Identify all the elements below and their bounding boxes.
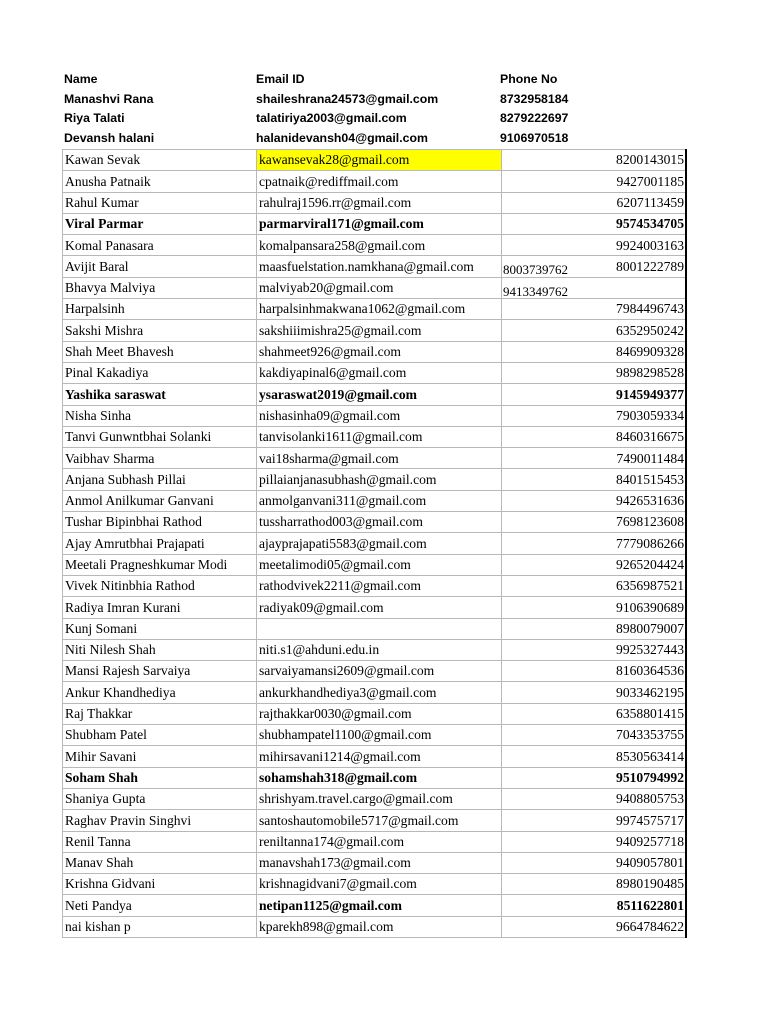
email-cell[interactable]: reniltanna174@gmail.com xyxy=(257,831,502,852)
phone-value: 8511622801 xyxy=(616,897,684,913)
email-cell[interactable]: shubhampatel1100@gmail.com xyxy=(257,725,502,746)
email-cell[interactable]: krishnagidvani7@gmail.com xyxy=(257,874,502,895)
email-cell[interactable]: kakdiyapinal6@gmail.com xyxy=(257,362,502,383)
name-cell[interactable]: Niti Nilesh Shah xyxy=(63,639,257,660)
name-cell[interactable]: Raj Thakkar xyxy=(63,703,257,724)
email-cell: shaileshrana24573@gmail.com xyxy=(256,91,439,106)
email-cell[interactable]: pillaianjanasubhash@gmail.com xyxy=(257,469,502,490)
phone-cell[interactable] xyxy=(502,213,687,234)
phone-cell[interactable] xyxy=(502,235,687,256)
phone-value: 9924003163 xyxy=(616,237,684,253)
phone-value: 6352950242 xyxy=(616,322,684,338)
table-row xyxy=(63,256,687,277)
name-cell[interactable]: Tanvi Gunwntbhai Solanki xyxy=(63,426,257,447)
name-cell[interactable]: Avijit Baral xyxy=(63,256,257,277)
name-cell[interactable]: Soham Shah xyxy=(63,767,257,788)
name-cell[interactable]: Rahul Kumar xyxy=(63,192,257,213)
table-row xyxy=(63,235,687,256)
phone-value: 9427001185 xyxy=(616,173,684,189)
table-row xyxy=(63,277,687,298)
name-cell[interactable]: Manav Shah xyxy=(63,852,257,873)
table-row xyxy=(63,213,687,234)
phone-cell[interactable] xyxy=(502,895,687,916)
table-row xyxy=(63,384,687,405)
name-cell[interactable]: Neti Pandya xyxy=(63,895,257,916)
table-row xyxy=(63,533,687,554)
phone-cell[interactable] xyxy=(502,469,687,490)
name-cell[interactable]: Ankur Khandhediya xyxy=(63,682,257,703)
email-cell[interactable]: shahmeet926@gmail.com xyxy=(257,341,502,362)
email-cell[interactable]: radiyak09@gmail.com xyxy=(257,597,502,618)
email-cell[interactable]: cpatnaik@rediffmail.com xyxy=(257,171,502,192)
name-cell[interactable]: Anmol Anilkumar Ganvani xyxy=(63,490,257,511)
name-cell[interactable]: Mihir Savani xyxy=(63,746,257,767)
email-cell: halanidevansh04@gmail.com xyxy=(256,130,428,145)
name-cell[interactable]: Vaibhav Sharma xyxy=(63,448,257,469)
name-cell[interactable]: Shubham Patel xyxy=(63,725,257,746)
phone-value: 7903059334 xyxy=(616,407,684,423)
phone-value: 8160364536 xyxy=(616,663,684,679)
header-entry-row xyxy=(63,89,683,109)
email-cell[interactable]: shrishyam.travel.cargo@gmail.com xyxy=(257,788,502,809)
table-row xyxy=(63,554,687,575)
name-cell: Devansh halani xyxy=(64,130,155,145)
column-header-name: Name xyxy=(64,72,98,86)
name-cell[interactable]: Viral Parmar xyxy=(63,213,257,234)
email-cell[interactable]: mihirsavani1214@gmail.com xyxy=(257,746,502,767)
phone-cell[interactable] xyxy=(502,405,687,426)
name-cell[interactable]: nai kishan p xyxy=(63,916,257,937)
table-row xyxy=(63,405,687,426)
header-entry-row xyxy=(63,108,683,128)
phone-value: 9574534705 xyxy=(616,216,684,232)
table-row xyxy=(63,192,687,213)
table-row xyxy=(63,895,687,916)
email-cell[interactable]: rathodvivek2211@gmail.com xyxy=(257,575,502,596)
table-row xyxy=(63,746,687,767)
email-cell[interactable]: ysaraswat2019@gmail.com xyxy=(257,384,502,405)
phone-value: 9664784622 xyxy=(616,919,684,935)
phone-cell: 8279222697 xyxy=(500,111,569,125)
name-cell[interactable]: Shah Meet Bhavesh xyxy=(63,341,257,362)
email-cell[interactable]: parmarviral171@gmail.com xyxy=(257,213,502,234)
email-cell[interactable]: rajthakkar0030@gmail.com xyxy=(257,703,502,724)
phone-cell[interactable] xyxy=(502,554,687,575)
phone-cell[interactable] xyxy=(502,426,687,447)
table-row xyxy=(63,448,687,469)
column-header-phone: Phone No xyxy=(500,72,558,86)
phone-cell[interactable] xyxy=(502,362,687,383)
phone-cell[interactable] xyxy=(502,384,687,405)
phone-cell[interactable] xyxy=(502,448,687,469)
name-cell[interactable]: Kunj Somani xyxy=(63,618,257,639)
phone-value: 7043353755 xyxy=(616,727,684,743)
email-cell[interactable]: sakshiiimishra25@gmail.com xyxy=(257,320,502,341)
secondary-phone: 8003739762 xyxy=(503,262,568,278)
phone-value: 9974575717 xyxy=(616,812,684,828)
phone-cell[interactable] xyxy=(502,746,687,767)
phone-value: 9106390689 xyxy=(616,599,684,615)
phone-value: 6207113459 xyxy=(616,194,684,210)
email-cell[interactable]: meetalimodi05@gmail.com xyxy=(257,554,502,575)
phone-cell[interactable] xyxy=(502,767,687,788)
name-cell[interactable]: Meetali Pragneshkumar Modi xyxy=(63,554,257,575)
phone-value: 7490011484 xyxy=(616,450,684,466)
phone-cell[interactable] xyxy=(502,575,687,596)
phone-cell[interactable] xyxy=(502,299,687,320)
table-row xyxy=(63,661,687,682)
table-row xyxy=(63,341,687,362)
email-cell[interactable]: manavshah173@gmail.com xyxy=(257,852,502,873)
email-cell[interactable]: komalpansara258@gmail.com xyxy=(257,235,502,256)
email-cell[interactable]: tussharrathod003@gmail.com xyxy=(257,512,502,533)
name-cell[interactable]: Harpalsinh xyxy=(63,299,257,320)
phone-value: 7779086266 xyxy=(616,535,684,551)
email-cell[interactable]: sohamshah318@gmail.com xyxy=(257,767,502,788)
phone-cell[interactable] xyxy=(502,874,687,895)
secondary-phone: 9413349762 xyxy=(503,283,568,299)
phone-value: 8460316675 xyxy=(616,429,684,445)
phone-cell[interactable] xyxy=(502,661,687,682)
name-cell[interactable]: Tushar Bipinbhai Rathod xyxy=(63,512,257,533)
table-row xyxy=(63,299,687,320)
name-cell[interactable]: Bhavya Malviya xyxy=(63,277,257,298)
table-row xyxy=(63,469,687,490)
header-row xyxy=(63,69,683,89)
name-cell[interactable]: Shaniya Gupta xyxy=(63,788,257,809)
header-entry-row xyxy=(63,128,683,148)
table-row xyxy=(63,874,687,895)
phone-cell[interactable] xyxy=(502,703,687,724)
contacts-table-body xyxy=(63,150,687,938)
name-cell[interactable]: Sakshi Mishra xyxy=(63,320,257,341)
phone-cell[interactable] xyxy=(502,618,687,639)
phone-cell[interactable] xyxy=(502,277,687,298)
email-cell[interactable]: rahulraj1596.rr@gmail.com xyxy=(257,192,502,213)
table-row xyxy=(63,362,687,383)
phone-value: 7984496743 xyxy=(616,301,684,317)
phone-cell[interactable] xyxy=(502,256,687,277)
phone-cell[interactable] xyxy=(502,916,687,937)
phone-value: 8200143015 xyxy=(616,152,684,168)
phone-value: 8469909328 xyxy=(616,344,684,360)
phone-value: 9265204424 xyxy=(616,556,684,572)
table-row xyxy=(63,512,687,533)
phone-cell[interactable] xyxy=(502,150,687,171)
table-row xyxy=(63,725,687,746)
phone-cell[interactable] xyxy=(502,512,687,533)
header-block xyxy=(63,69,683,147)
table-row xyxy=(63,171,687,192)
phone-cell[interactable] xyxy=(502,490,687,511)
name-cell[interactable]: Yashika saraswat xyxy=(63,384,257,405)
phone-value: 8530563414 xyxy=(616,748,684,764)
table-row xyxy=(63,788,687,809)
phone-value: 9510794992 xyxy=(616,769,684,785)
phone-value: 9145949377 xyxy=(616,386,684,402)
table-row xyxy=(63,490,687,511)
email-cell[interactable]: kparekh898@gmail.com xyxy=(257,916,502,937)
table-row xyxy=(63,682,687,703)
table-row xyxy=(63,852,687,873)
name-cell: Riya Talati xyxy=(64,111,125,125)
table-row xyxy=(63,320,687,341)
email-cell[interactable]: niti.s1@ahduni.edu.in xyxy=(257,639,502,660)
phone-cell[interactable] xyxy=(502,725,687,746)
phone-cell[interactable] xyxy=(502,831,687,852)
email-cell[interactable]: malviyab20@gmail.com xyxy=(257,277,502,298)
phone-cell[interactable] xyxy=(502,788,687,809)
name-cell[interactable]: Krishna Gidvani xyxy=(63,874,257,895)
phone-value: 6356987521 xyxy=(616,578,684,594)
phone-value: 9898298528 xyxy=(616,365,684,381)
phone-value: 8001222789 xyxy=(616,258,684,274)
phone-value: 8980079007 xyxy=(616,620,684,636)
table-row xyxy=(63,810,687,831)
name-cell[interactable]: Anusha Patnaik xyxy=(63,171,257,192)
table-row xyxy=(63,767,687,788)
email-cell[interactable]: santoshautomobile5717@gmail.com xyxy=(257,810,502,831)
table-row xyxy=(63,618,687,639)
phone-cell[interactable] xyxy=(502,320,687,341)
column-header-email: Email ID xyxy=(256,72,305,86)
email-cell: talatiriya2003@gmail.com xyxy=(256,111,407,125)
email-cell[interactable]: maasfuelstation.namkhana@gmail.com xyxy=(257,256,502,277)
phone-cell[interactable] xyxy=(502,171,687,192)
phone-value: 9033462195 xyxy=(616,684,684,700)
name-cell[interactable]: Kawan Sevak xyxy=(63,150,257,171)
phone-cell: 9106970518 xyxy=(500,130,569,145)
name-cell[interactable]: Nisha Sinha xyxy=(63,405,257,426)
name-cell[interactable]: Vivek Nitinbhia Rathod xyxy=(63,575,257,596)
table-row xyxy=(63,150,687,171)
phone-cell: 8732958184 xyxy=(500,91,569,106)
table-row xyxy=(63,575,687,596)
email-cell[interactable]: vai18sharma@gmail.com xyxy=(257,448,502,469)
phone-cell[interactable] xyxy=(502,192,687,213)
phone-cell[interactable] xyxy=(502,597,687,618)
contacts-table xyxy=(62,149,687,938)
phone-cell[interactable] xyxy=(502,533,687,554)
email-cell[interactable]: ankurkhandhediya3@gmail.com xyxy=(257,682,502,703)
name-cell[interactable]: Komal Panasara xyxy=(63,235,257,256)
email-cell[interactable]: tanvisolanki1611@gmail.com xyxy=(257,426,502,447)
table-row xyxy=(63,831,687,852)
email-cell[interactable] xyxy=(257,618,502,639)
phone-cell[interactable] xyxy=(502,341,687,362)
name-cell[interactable]: Pinal Kakadiya xyxy=(63,362,257,383)
email-cell[interactable]: harpalsinhmakwana1062@gmail.com xyxy=(257,299,502,320)
name-cell[interactable]: Ajay Amrutbhai Prajapati xyxy=(63,533,257,554)
email-cell[interactable]: kawansevak28@gmail.com xyxy=(257,150,502,171)
phone-value: 9409257718 xyxy=(616,833,684,849)
name-cell[interactable]: Radiya Imran Kurani xyxy=(63,597,257,618)
phone-cell[interactable] xyxy=(502,682,687,703)
phone-value: 9409057801 xyxy=(616,855,684,871)
phone-value: 9925327443 xyxy=(616,642,684,658)
table-row xyxy=(63,426,687,447)
name-cell[interactable]: Anjana Subhash Pillai xyxy=(63,469,257,490)
phone-cell[interactable] xyxy=(502,639,687,660)
phone-value: 8401515453 xyxy=(616,471,684,487)
email-cell[interactable]: anmolganvani311@gmail.com xyxy=(257,490,502,511)
table-row xyxy=(63,639,687,660)
email-cell[interactable]: ajayprajapati5583@gmail.com xyxy=(257,533,502,554)
phone-cell[interactable] xyxy=(502,810,687,831)
email-cell[interactable]: nishasinha09@gmail.com xyxy=(257,405,502,426)
name-cell[interactable]: Mansi Rajesh Sarvaiya xyxy=(63,661,257,682)
phone-value: 6358801415 xyxy=(616,706,684,722)
email-cell[interactable]: netipan1125@gmail.com xyxy=(257,895,502,916)
phone-value: 9408805753 xyxy=(616,791,684,807)
table-row xyxy=(63,597,687,618)
phone-value: 8980190485 xyxy=(616,876,684,892)
name-cell[interactable]: Renil Tanna xyxy=(63,831,257,852)
name-cell[interactable]: Raghav Pravin Singhvi xyxy=(63,810,257,831)
table-row xyxy=(63,703,687,724)
phone-value: 7698123608 xyxy=(616,514,684,530)
email-cell[interactable]: sarvaiyamansi2609@gmail.com xyxy=(257,661,502,682)
table-row xyxy=(63,916,687,937)
phone-value: 9426531636 xyxy=(616,493,684,509)
name-cell: Manashvi Rana xyxy=(64,91,154,106)
phone-cell[interactable] xyxy=(502,852,687,873)
